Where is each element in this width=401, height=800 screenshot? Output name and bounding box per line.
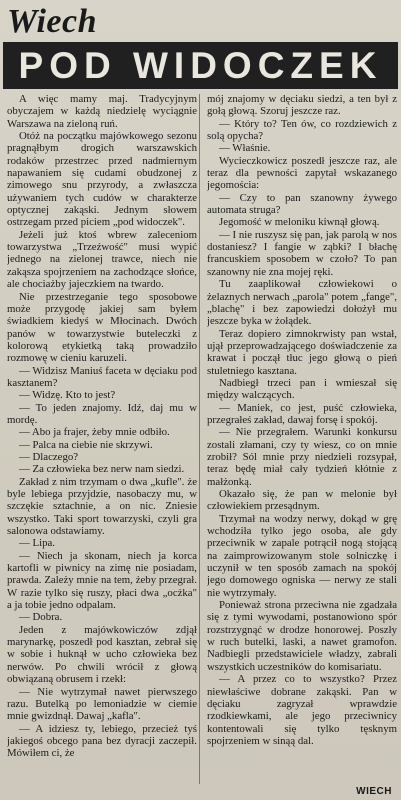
paragraph: Tu zaaplikował człowiekowi o żelaznych nerwach „parola" potem „fange", „blachę" i bez zapowiedzi dołożył mu jeszcze byka w żołądek. (207, 278, 397, 328)
paragraph: — Lipa. (19, 537, 55, 550)
paragraph: Jeden z majówkowiczów zdjął marynarkę, poszedł pod kasztan, zebrał się w sobie i huknął w ucho człowieka bez nerwów. Po chwili wrócił z głową obwiązaną obrusem i rzekł: (7, 623, 197, 686)
paragraph: Nie przestrzeganie tego sposobowe może przygodę jakiej sam byłem świadkiem kiedyś w Młocinach. Dwóch panów w towarzystwie buteleczki z kolorową etykietką taką prowadziło rozmowę w cieniu karuzeli. (7, 290, 197, 365)
paragraph: — Widzę. Kto to jest? (19, 389, 116, 402)
paragraph: Okazało się, że pan w melonie był człowiekiem przesądnym. (207, 488, 397, 513)
paragraph: — Czy to pan szanowny żywego automata struga? (207, 191, 397, 217)
paragraph: — Nie wytrzymał nawet pierwszego razu. Butelką po lemoniadzie w ciemie mnie gwizdnął. Dawaj „kafla". (7, 685, 197, 723)
right-column (207, 93, 397, 786)
paragraph: Teraz dopiero zimnokrwisty pan wstał, ujął przeprowadzającego doświadczenie za krawat i począł tłuc jego głową o pień stuletniego kasztana. (207, 327, 397, 377)
column-divider (199, 94, 200, 784)
paragraph: Jegomość w meloniku kiwnął głową. (219, 216, 380, 229)
paragraph: — Maniek, co jest, puść człowieka, przegrałeś zakład, dawaj forsę i spokój. (207, 401, 397, 426)
paragraph: — Palca na ciebie nie skrzywi. (19, 438, 153, 451)
paragraph: — To jeden znajomy. Idź, daj mu w mordę. (7, 401, 197, 426)
paragraph: Wycieczkowicz poszedł jeszcze raz, ale teraz dla pewności zapytał wskazanego jegomościa: (207, 154, 397, 192)
paragraph: A więc mamy maj. Tradycyjnym obyczajem w każdą niedzielę wyciągnie Warszawa na zieloną ruń. (7, 93, 197, 130)
paragraph: — I nie ruszysz się pan, jak parolą w nos dostaniesz? I fangie w ząbki? I błachę francuskiem sposobem w czoło? To pan szanowny nie zna mojej ręki. (207, 228, 397, 278)
paragraph: Nadbiegł trzeci pan i wmieszał się między walczących. (207, 376, 397, 402)
paragraph: — Który to? Ten ów, co rozdziewich z solą opycha? (207, 117, 397, 143)
paragraph: — Abo ja frajer, żeby mnie odbiło. (19, 426, 170, 439)
column-logo: Wiech (7, 3, 98, 40)
article-body (7, 93, 397, 786)
paragraph: mój znajomy w dęciaku siedzi, a ten był z gołą głową. Szoruj jeszcze raz. (207, 93, 397, 118)
paragraph: Zakład z nim trzymam o dwa „kufle". że byle lebiega przyjdzie, nasobaczy mu, w szczękie sztachnie, a on nic. Zniesie wszystko. Taki sport towarzyski, czyli gra salonowa odstawiamy. (7, 475, 197, 538)
paragraph: Otóż na początku majówkowego sezonu pragnąłbym drogich warszawskich rodaków przestrzec przed nadmiernym napawaniem się cudami obudzonej z zimowego snu przyrody, a zwłaszcza używaniem tych cudów w charakterze optycznej zakąski. Jednym słowem ostrzegam przed piciem „pod widoczek". (7, 130, 197, 229)
paragraph: — A idziesz ty, lebiego, przecież tyś jakiegoś obcego pana bez dyracji zaczepił. Mówiłem ci, że (7, 722, 197, 760)
paragraph: — Za człowieka bez nerw nam siedzi. (19, 463, 185, 476)
paragraph: Ponieważ strona przeciwna nie zgadzała się z tymi wywodami, postanowiono spór rozstrzygnąć w drodze honorowej. Poszły w ruch butelki, laski, a nawet gramofon. Nadbiegli przedstawiciele władzy, zabrali wszystkich uczestników do komisariatu. (207, 599, 397, 673)
paragraph: — Widzisz Maniuś faceta w dęciaku pod kasztanem? (7, 364, 197, 389)
paragraph: — A przez co to wszystko? Przez niewłaściwe dobrane zakąski. Pan w dęciaku zagryzał wprawdzie rzodkiewkami, ale jego przeciwnicy kontentowali się tylko tęsknym spojrzeniem w sinąą dal. (207, 673, 397, 747)
paragraph: — Dlaczego? (19, 450, 79, 463)
author-signature: WIECH (356, 786, 392, 797)
paragraph: Trzymał na wodzy nerwy, dokąd w grę wchodziła tylko jego osoba, ale gdy przeciwnik w zapale potrącił nogą stojącą na zaimprowizowanym stole solniczkę i uczynił w ten sposób zamach na spokój jego domowego ogniska — nerwy ze stali nie wytrzymały. (207, 512, 397, 599)
paragraph: — Nie przegrałem. Warunki konkursu zostali złamani, czy ty wiesz, co on mnie zrobił? Sól mnie przy niedzieli rozsypał, teraz będę miał cały tydzień kłótnie z małżonką. (207, 426, 397, 488)
paragraph: Jeżeli już ktoś wbrew zaleceniom towarzystwa „Trzeźwość" musi wypić jednego na zielonej trawce, niech nie zakąsza spojrzeniem na zachodzące słońce, ale chociażby jajeczkiem na twardo. (7, 228, 197, 291)
left-column (7, 93, 197, 786)
paragraph: — Niech ja skonam, niech ja korca kartofli w piwnicy na zimę nie posiadam, prawda. Zależy mnie na tem, żeby przegrał. W razie tylko się ruszy, płaci dwa „ocżka" a ja tobie jedno odpalam. (7, 549, 197, 612)
paragraph: — Właśnie. (219, 142, 271, 155)
paragraph: — Dobra. (19, 611, 63, 624)
article-title: POD WIDOCZEK (3, 42, 398, 89)
